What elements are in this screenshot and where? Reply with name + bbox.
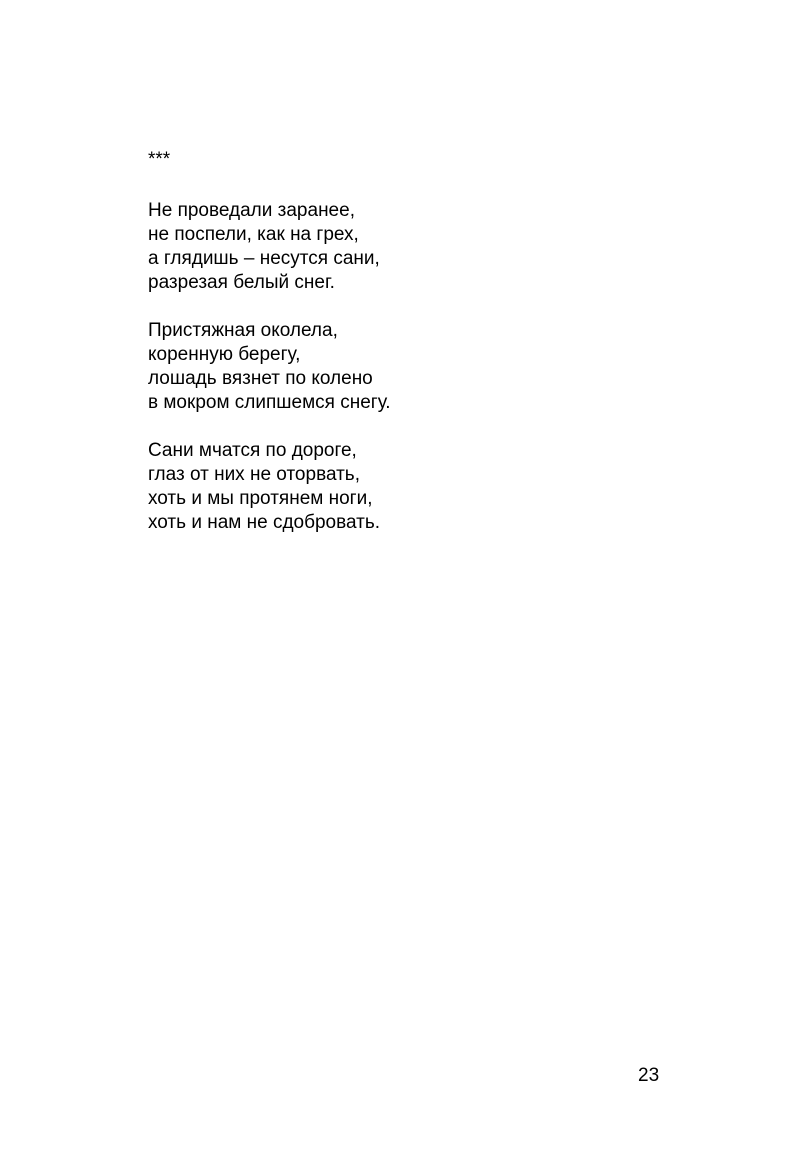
poem-line: в мокром слипшемся снегу. [148,392,391,413]
poem-line: лошадь вязнет по колено [148,368,373,389]
poem-line: коренную берегу, [148,344,301,365]
poem-line: а глядишь – несутся сани, [148,248,380,269]
stanza-1 [148,199,708,295]
poem-line: хоть и мы протянем ноги, [148,488,373,509]
stanza-3 [148,439,708,535]
section-separator: *** [148,149,171,170]
page-number: 23 [638,1065,660,1086]
poem-line: Пристяжная околела, [148,320,338,341]
poem-line: глаз от них не оторвать, [148,464,360,485]
stanza-2 [148,319,708,415]
poem-line: разрезая белый снег. [148,272,335,293]
poem-line: Сани мчатся по дороге, [148,440,357,461]
poem [148,148,708,559]
poem-line: хоть и нам не сдобровать. [148,512,381,533]
poem-line: Не проведали заранее, [148,200,355,221]
poem-line: не поспели, как на грех, [148,224,359,245]
